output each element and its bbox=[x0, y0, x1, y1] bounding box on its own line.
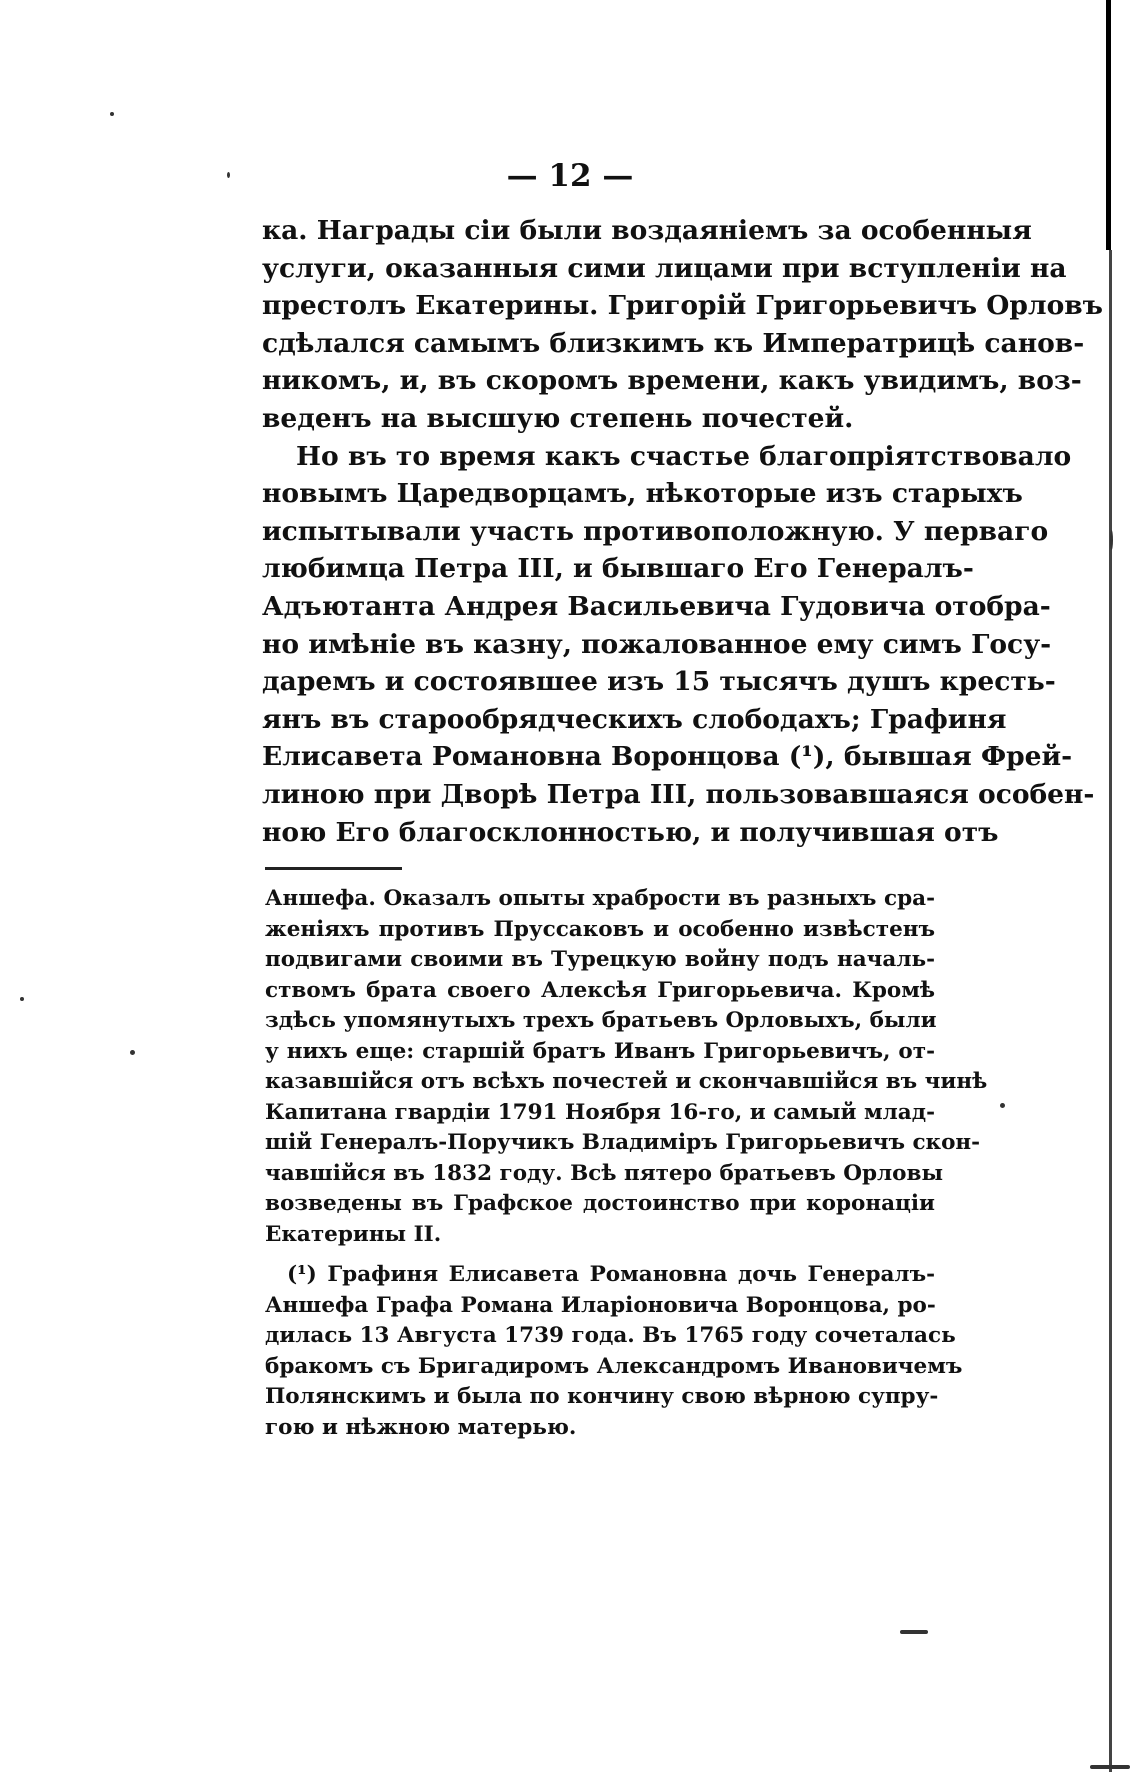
footnote-line: (¹) Графиня Елисавета Романовна дочь Генералъ- bbox=[287, 1262, 935, 1287]
text-line: престолъ Екатерины. Григорій Григорьевичъ Орловъ bbox=[262, 290, 1104, 322]
text-line: ка. Награды сіи были воздаяніемъ за особенныя bbox=[262, 215, 1032, 246]
footnote-line: гою и нѣжною матерью. bbox=[265, 1414, 577, 1440]
footnote-line: возведены въ Графское достоинство при коронаціи bbox=[265, 1191, 935, 1216]
text-line: новымъ Царедворцамъ, нѣкоторые изъ старыхъ bbox=[262, 478, 1023, 510]
footnote-line: подвигами своими въ Турецкую войну подъ началь- bbox=[265, 947, 935, 972]
footnote-line: бракомъ съ Бригадиромъ Александромъ Ивановичемъ bbox=[265, 1353, 963, 1379]
text-line: но имѣніе въ казну, пожалованное ему симъ Госу- bbox=[262, 628, 1052, 660]
text-line: даремъ и состоявшее изъ 15 тысячъ душъ кресть- bbox=[262, 666, 1056, 698]
scan-speck bbox=[130, 1050, 135, 1055]
text-line: Но въ то время какъ счастье благопріятствовало bbox=[296, 440, 1072, 472]
scan-speck bbox=[1000, 1103, 1005, 1108]
text-line: янъ въ старообрядческихъ слободахъ; Графиня bbox=[262, 703, 1007, 735]
text-line: линою при Дворѣ Петра III, пользовавшаяся особен- bbox=[262, 778, 1095, 810]
footnote-separator bbox=[265, 867, 402, 870]
footnote-line: Аншефа. Оказалъ опыты храбрости въ разныхъ сра- bbox=[265, 886, 935, 911]
page-edge-line bbox=[1109, 250, 1112, 1772]
text-line: сдѣлался самымъ близкимъ къ Императрицѣ санов- bbox=[262, 327, 1085, 359]
text-line: испытывали участь противоположную. У перваго bbox=[262, 515, 1049, 547]
footnote-line: дилась 13 Августа 1739 года. Въ 1765 году сочеталась bbox=[265, 1323, 956, 1348]
footnote-line: Полянскимъ и была по кончину свою вѣрною супру- bbox=[265, 1384, 939, 1409]
footnote-line: Капитана гвардіи 1791 Ноября 16-го, и самый млад- bbox=[265, 1099, 935, 1125]
footnote-line: женіяхъ противъ Пруссаковъ и особенно извѣстенъ bbox=[265, 916, 935, 942]
footnote-line: шій Генералъ-Поручикъ Владиміръ Григорьевичъ скон- bbox=[265, 1130, 981, 1155]
scan-speck bbox=[227, 172, 230, 178]
scan-speck bbox=[900, 1630, 928, 1634]
footnote-line: у нихъ еще: старшій братъ Иванъ Григорьевичъ, от- bbox=[265, 1038, 935, 1064]
footnotes bbox=[265, 884, 988, 1443]
main-text bbox=[262, 212, 1104, 851]
page-number: — 12 — bbox=[506, 158, 634, 194]
scan-speck bbox=[1110, 530, 1113, 550]
scan-speck bbox=[110, 112, 114, 116]
scan-speck bbox=[1090, 1765, 1130, 1769]
page-edge-line bbox=[1106, 0, 1111, 250]
text-line: веденъ на высшую степень почестей. bbox=[262, 402, 854, 434]
footnote-gap bbox=[265, 1250, 935, 1260]
footnote-line: ствомъ брата своего Алексѣя Григорьевича. Кромѣ bbox=[265, 977, 935, 1003]
text-line: ною Его благосклонностью, и получившая отъ bbox=[262, 816, 999, 848]
footnote-line: казавшійся отъ всѣхъ почестей и скончавшійся въ чинѣ bbox=[265, 1069, 988, 1094]
text-line: Елисавета Романовна Воронцова (¹), бывшая Фрей- bbox=[262, 741, 1073, 773]
footnote-line: Аншефа Графа Романа Иларіоновича Воронцова, ро- bbox=[265, 1292, 936, 1318]
text-line: никомъ, и, въ скоромъ времени, какъ увидимъ, воз- bbox=[262, 365, 1082, 397]
footnote-line: здѣсь упомянутыхъ трехъ братьевъ Орловыхъ, были bbox=[265, 1008, 937, 1033]
text-line: любимца Петра III, и бывшаго Его Генералъ- bbox=[262, 553, 974, 585]
footnote-line: чавшійся въ 1832 году. Всѣ пятеро братьевъ Орловы bbox=[265, 1160, 944, 1186]
text-line: Адъютанта Андрея Васильевича Гудовича отобра- bbox=[262, 590, 1051, 622]
scan-speck bbox=[20, 997, 24, 1001]
text-line: услуги, оказанныя сими лицами при вступленіи на bbox=[262, 252, 1067, 284]
footnote-line: Екатерины II. bbox=[265, 1221, 442, 1247]
